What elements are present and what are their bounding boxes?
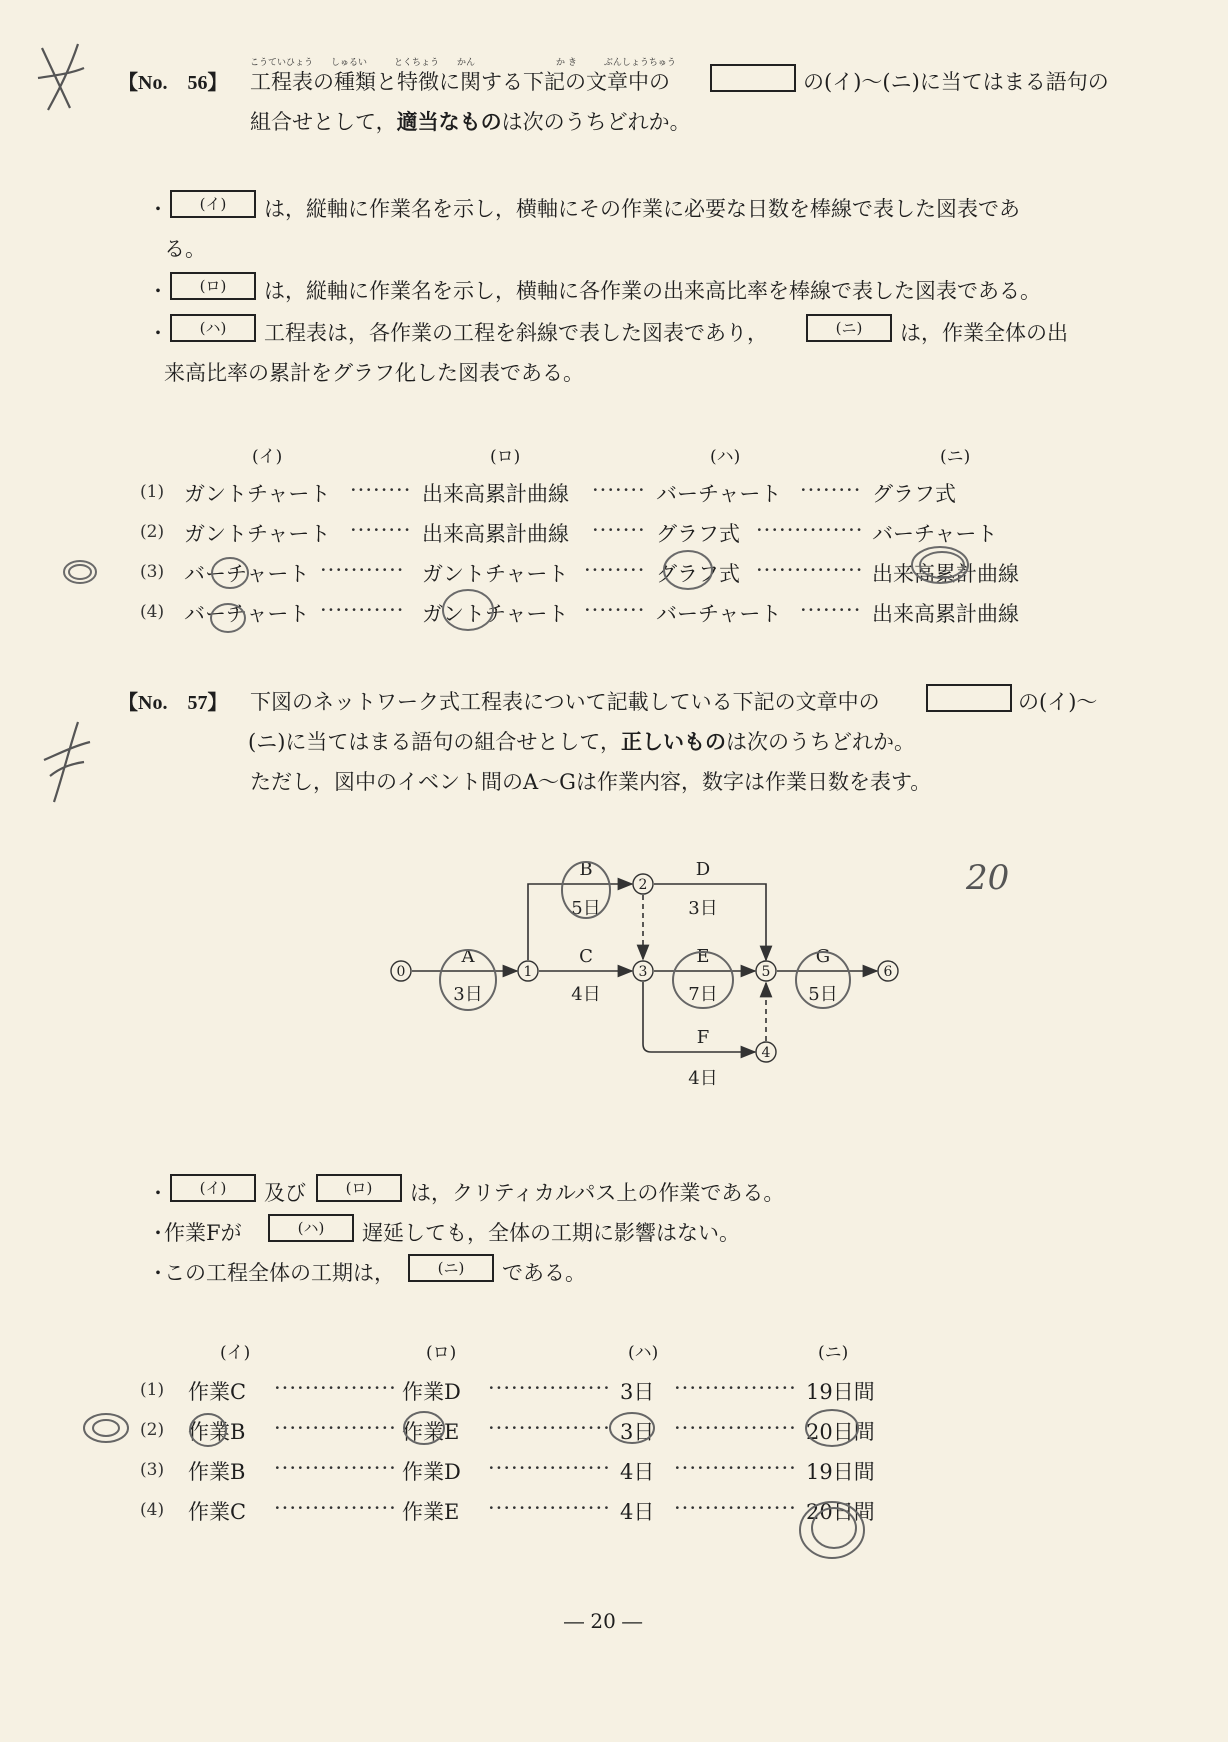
leader-dots: ················ bbox=[274, 1416, 397, 1440]
statement-text: この工程全体の工期は， bbox=[164, 1261, 395, 1285]
pencil-marks-q56 bbox=[0, 0, 1228, 700]
option-number: (3) bbox=[140, 1460, 165, 1480]
option-cell: 作業E bbox=[402, 1420, 460, 1444]
handwritten-note: 20 bbox=[966, 858, 1010, 898]
option-cell: 出来高累計曲線 bbox=[872, 562, 1019, 586]
activity-label: B bbox=[579, 859, 593, 880]
blank-box: (イ) bbox=[170, 190, 256, 218]
activity-label: A bbox=[461, 946, 475, 967]
option-cell: 作業D bbox=[402, 1460, 461, 1484]
option-cell: バーチャート bbox=[872, 522, 998, 546]
column-header: (ニ) bbox=[818, 1343, 849, 1363]
leader-dots: ················ bbox=[674, 1496, 797, 1520]
option-cell: 作業E bbox=[402, 1500, 460, 1524]
node-label: 4 bbox=[761, 1045, 771, 1061]
option-number: (4) bbox=[140, 602, 165, 622]
blank-box bbox=[926, 684, 1012, 712]
statement-text: 及び bbox=[264, 1181, 306, 1205]
question-text: 下図のネットワーク式工程表について記載している下記の文章中の bbox=[250, 690, 880, 714]
statement-text: る。 bbox=[164, 237, 206, 261]
activity-days: 4日 bbox=[571, 984, 601, 1005]
node-label: 1 bbox=[523, 964, 533, 980]
leader-dots: ······· bbox=[592, 478, 646, 502]
question-number: 【No. 57】 bbox=[118, 692, 228, 714]
statement-text: は，作業全体の出 bbox=[900, 321, 1068, 345]
leader-dots: ················ bbox=[488, 1456, 611, 1480]
activity-days: 5日 bbox=[808, 984, 838, 1005]
option-cell: ガントチャート bbox=[422, 562, 569, 586]
leader-dots: ················ bbox=[274, 1456, 397, 1480]
option-number: (1) bbox=[140, 482, 165, 502]
question-text: の(イ)〜 bbox=[1018, 690, 1098, 714]
option-cell: グラフ式 bbox=[656, 522, 740, 546]
activity-label: E bbox=[696, 946, 710, 967]
statement-text: は，縦軸に作業名を示し，横軸に各作業の出来高比率を棒線で表した図表である。 bbox=[264, 279, 1041, 303]
bullet: ・ bbox=[148, 279, 168, 303]
activity-days: 5日 bbox=[571, 898, 601, 919]
leader-dots: ········ bbox=[800, 478, 862, 502]
option-cell: グラフ式 bbox=[872, 482, 956, 506]
option-number: (1) bbox=[140, 1380, 165, 1400]
option-cell: 出来高累計曲線 bbox=[422, 482, 569, 506]
bullet: ・ bbox=[148, 1261, 168, 1285]
option-cell: ガントチャート bbox=[184, 522, 331, 546]
activity-days: 3日 bbox=[453, 984, 483, 1005]
option-number: (3) bbox=[140, 562, 165, 582]
leader-dots: ················ bbox=[488, 1416, 611, 1440]
option-cell: グラフ式 bbox=[656, 562, 740, 586]
activity-days: 3日 bbox=[688, 898, 718, 919]
leader-dots: ······· bbox=[592, 518, 646, 542]
leader-dots: ················ bbox=[674, 1376, 797, 1400]
bullet: ・ bbox=[148, 1181, 168, 1205]
option-cell: 作業B bbox=[188, 1420, 246, 1444]
blank-box: (ロ) bbox=[316, 1174, 402, 1202]
option-cell: バーチャート bbox=[656, 482, 782, 506]
handwritten-mark-q57 bbox=[40, 716, 100, 806]
bullet: ・ bbox=[148, 197, 168, 221]
option-number: (2) bbox=[140, 1420, 165, 1440]
column-header: (ロ) bbox=[426, 1343, 457, 1363]
leader-dots: ················ bbox=[274, 1376, 397, 1400]
statement-text: は，クリティカルパス上の作業である。 bbox=[410, 1181, 785, 1205]
blank-box: (イ) bbox=[170, 1174, 256, 1202]
statement-text: は，縦軸に作業名を示し，横軸にその作業に必要な日数を棒線で表した図表であ bbox=[264, 197, 1020, 221]
option-cell: ガントチャート bbox=[422, 602, 569, 626]
question-number: 【No. 56】 bbox=[118, 72, 228, 94]
pencil-marks-q57 bbox=[0, 1380, 1228, 1580]
node-label: 6 bbox=[883, 964, 893, 980]
option-cell: 19日間 bbox=[806, 1380, 875, 1404]
leader-dots: ················ bbox=[488, 1496, 611, 1520]
activity-days: 4日 bbox=[688, 1068, 718, 1089]
column-header: (ハ) bbox=[628, 1343, 659, 1363]
column-header: (イ) bbox=[220, 1343, 251, 1363]
activity-label: G bbox=[815, 946, 831, 967]
column-header: (イ) bbox=[252, 447, 283, 467]
option-cell: 4日 bbox=[620, 1460, 655, 1484]
option-number: (2) bbox=[140, 522, 165, 542]
question-text: の(イ)〜(ニ)に当てはまる語句の bbox=[803, 70, 1109, 94]
option-cell: バーチャート bbox=[656, 602, 782, 626]
option-cell: 3日 bbox=[620, 1420, 655, 1444]
leader-dots: ········ bbox=[350, 478, 412, 502]
column-header: (ニ) bbox=[940, 447, 971, 467]
activity-days: 7日 bbox=[688, 984, 718, 1005]
bullet: ・ bbox=[148, 1221, 168, 1245]
blank-box: (ニ) bbox=[408, 1254, 494, 1282]
leader-dots: ········ bbox=[800, 598, 862, 622]
option-cell: 19日間 bbox=[806, 1460, 875, 1484]
leader-dots: ················ bbox=[674, 1416, 797, 1440]
leader-dots: ················ bbox=[274, 1496, 397, 1520]
page-number: ― 20 ― bbox=[564, 1609, 643, 1633]
column-header: (ハ) bbox=[710, 447, 741, 467]
option-cell: 出来高累計曲線 bbox=[422, 522, 569, 546]
statement-text: である。 bbox=[502, 1261, 586, 1285]
network-diagram bbox=[390, 850, 910, 1100]
blank-box: (ハ) bbox=[268, 1214, 354, 1242]
blank-box: (ニ) bbox=[806, 314, 892, 342]
leader-dots: ················ bbox=[674, 1456, 797, 1480]
option-cell: バーチャート bbox=[184, 602, 310, 626]
blank-box: (ハ) bbox=[170, 314, 256, 342]
option-cell: 4日 bbox=[620, 1500, 655, 1524]
node-label: 3 bbox=[638, 964, 648, 980]
option-number: (4) bbox=[140, 1500, 165, 1520]
node-label: 0 bbox=[396, 964, 406, 980]
leader-dots: ········ bbox=[584, 598, 646, 622]
node-label: 2 bbox=[638, 877, 648, 893]
column-header: (ロ) bbox=[490, 447, 521, 467]
blank-box: (ロ) bbox=[170, 272, 256, 300]
option-cell: 作業B bbox=[188, 1460, 246, 1484]
ruby-text: こうていひょう しゅるい とくちょう かん か き ぶんしょうちゅう bbox=[250, 58, 676, 68]
option-cell: 20日間 bbox=[806, 1500, 875, 1524]
bullet: ・ bbox=[148, 321, 168, 345]
option-cell: 作業C bbox=[188, 1500, 247, 1524]
statement-text: 来高比率の累計をグラフ化した図表である。 bbox=[164, 361, 584, 385]
leader-dots: ··········· bbox=[320, 558, 405, 582]
leader-dots: ·············· bbox=[756, 518, 864, 542]
activity-label: F bbox=[696, 1027, 710, 1048]
activity-label: D bbox=[695, 859, 711, 880]
question-text: (ニ)に当てはまる語句の組合せとして，正しいものは次のうちどれか。 bbox=[248, 729, 915, 754]
question-text: 組合せとして，適当なものは次のうちどれか。 bbox=[250, 109, 691, 134]
leader-dots: ··········· bbox=[320, 598, 405, 622]
statement-text: 工程表は，各作業の工程を斜線で表した図表であり， bbox=[264, 321, 768, 345]
option-cell: バーチャート bbox=[184, 562, 310, 586]
option-cell: 20日間 bbox=[806, 1420, 875, 1444]
option-cell: ガントチャート bbox=[184, 482, 331, 506]
statement-text: 作業Fが bbox=[164, 1221, 242, 1245]
question-text: 工程表の種類と特徴に関する下記の文章中の bbox=[250, 70, 670, 94]
option-cell: 作業D bbox=[402, 1380, 461, 1404]
leader-dots: ·············· bbox=[756, 558, 864, 582]
option-cell: 3日 bbox=[620, 1380, 655, 1404]
option-cell: 作業C bbox=[188, 1380, 247, 1404]
node-label: 5 bbox=[761, 964, 771, 980]
question-text: ただし，図中のイベント間のA〜Gは作業内容，数字は作業日数を表す。 bbox=[250, 770, 932, 794]
leader-dots: ········ bbox=[350, 518, 412, 542]
option-cell: 出来高累計曲線 bbox=[872, 602, 1019, 626]
leader-dots: ········ bbox=[584, 558, 646, 582]
statement-text: 遅延しても，全体の工期に影響はない。 bbox=[362, 1221, 740, 1245]
leader-dots: ················ bbox=[488, 1376, 611, 1400]
activity-label: C bbox=[579, 946, 593, 967]
